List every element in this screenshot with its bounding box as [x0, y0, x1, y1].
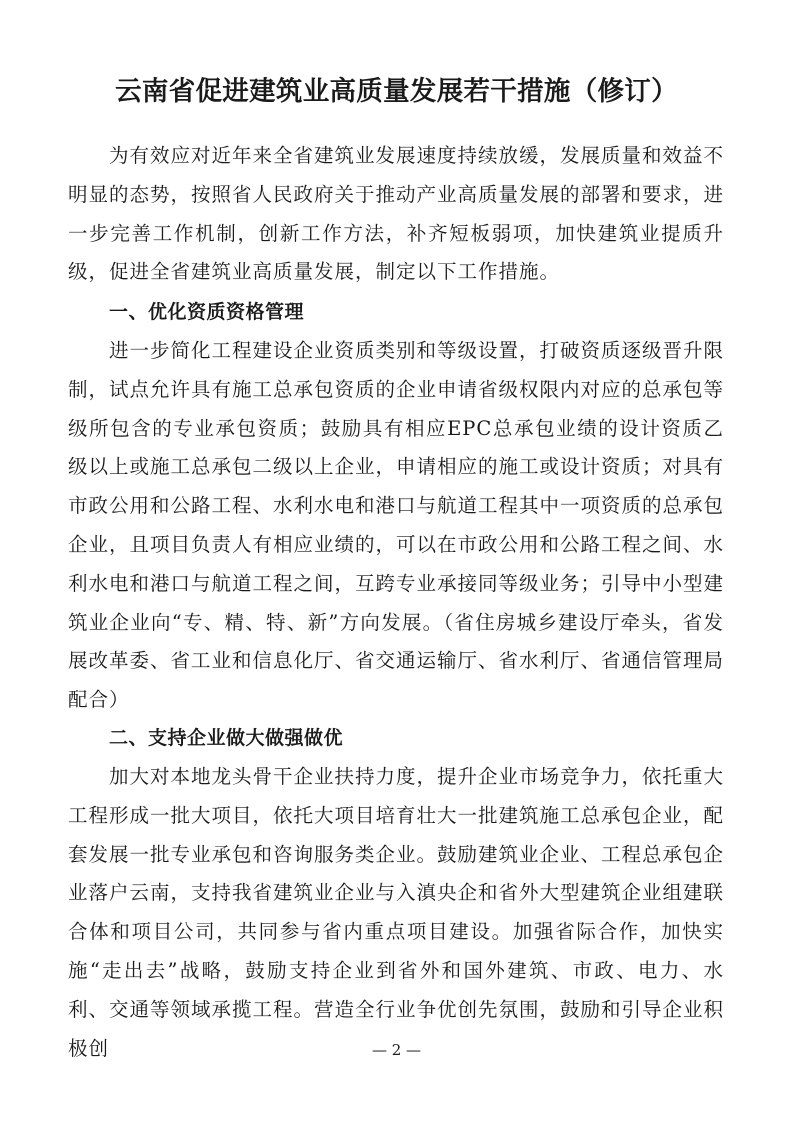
- document-title: 云南省促进建筑业高质量发展若干措施（修订）: [115, 76, 678, 107]
- section-2-heading: 二、支持企业做大做强做优: [109, 727, 344, 749]
- page-number: — 2 —: [371, 1041, 422, 1059]
- section-2-paragraph: 加大对本地龙头骨干企业扶持力度，提升企业市场竞争力，依托重大工程形成一批大项目，依托大项目培育壮大一批建筑施工总承包企业，配套发展一批专业承包和咨询服务类企业。鼓励建筑业企业、工程总承包企业落户云南，支持我省建筑业企业与入滇央企和省外大型建筑企业组建联合体和项目公司，共同参与省内重点项目建设。加强省际合作，加快实施“走出去”战略，鼓励支持企业到省外和国外建筑、市政、电力、水利、交通等领域承揽工程。营造全行业争优创先氛围，鼓励和引导企业积极创: [68, 765, 725, 1060]
- section-1-heading: 一、优化资质资格管理: [109, 301, 305, 323]
- intro-paragraph: 为有效应对近年来全省建筑业发展速度持续放缓，发展质量和效益不明显的态势，按照省人民政府关于推动产业高质量发展的部署和要求，进一步完善工作机制，创新工作方法，补齐短板弱项，加快建筑业提质升级，促进全省建筑业高质量发展，制定以下工作措施。: [68, 144, 725, 284]
- section-1-paragraph: 进一步简化工程建设企业资质类别和等级设置，打破资质逐级晋升限制，试点允许具有施工总承包资质的企业申请省级权限内对应的总承包等级所包含的专业承包资质；鼓励具有相应EPC总承包业绩的设计资质乙级以上或施工总承包二级以上企业，申请相应的施工或设计资质；对具有市政公用和公路工程、水利水电和港口与航道工程其中一项资质的总承包企业，且项目负责人有相应业绩的，可以在市政公用和公路工程之间、水利水电和港口与航道工程之间，互跨专业承接同等级业务；引导中小型建筑业企业向“专、精、特、新”方向发展。（省住房城乡建设厅牵头，省发展改革委、省工业和信息化厅、省交通运输厅、省水利厅、省通信管理局配合）: [68, 339, 725, 712]
